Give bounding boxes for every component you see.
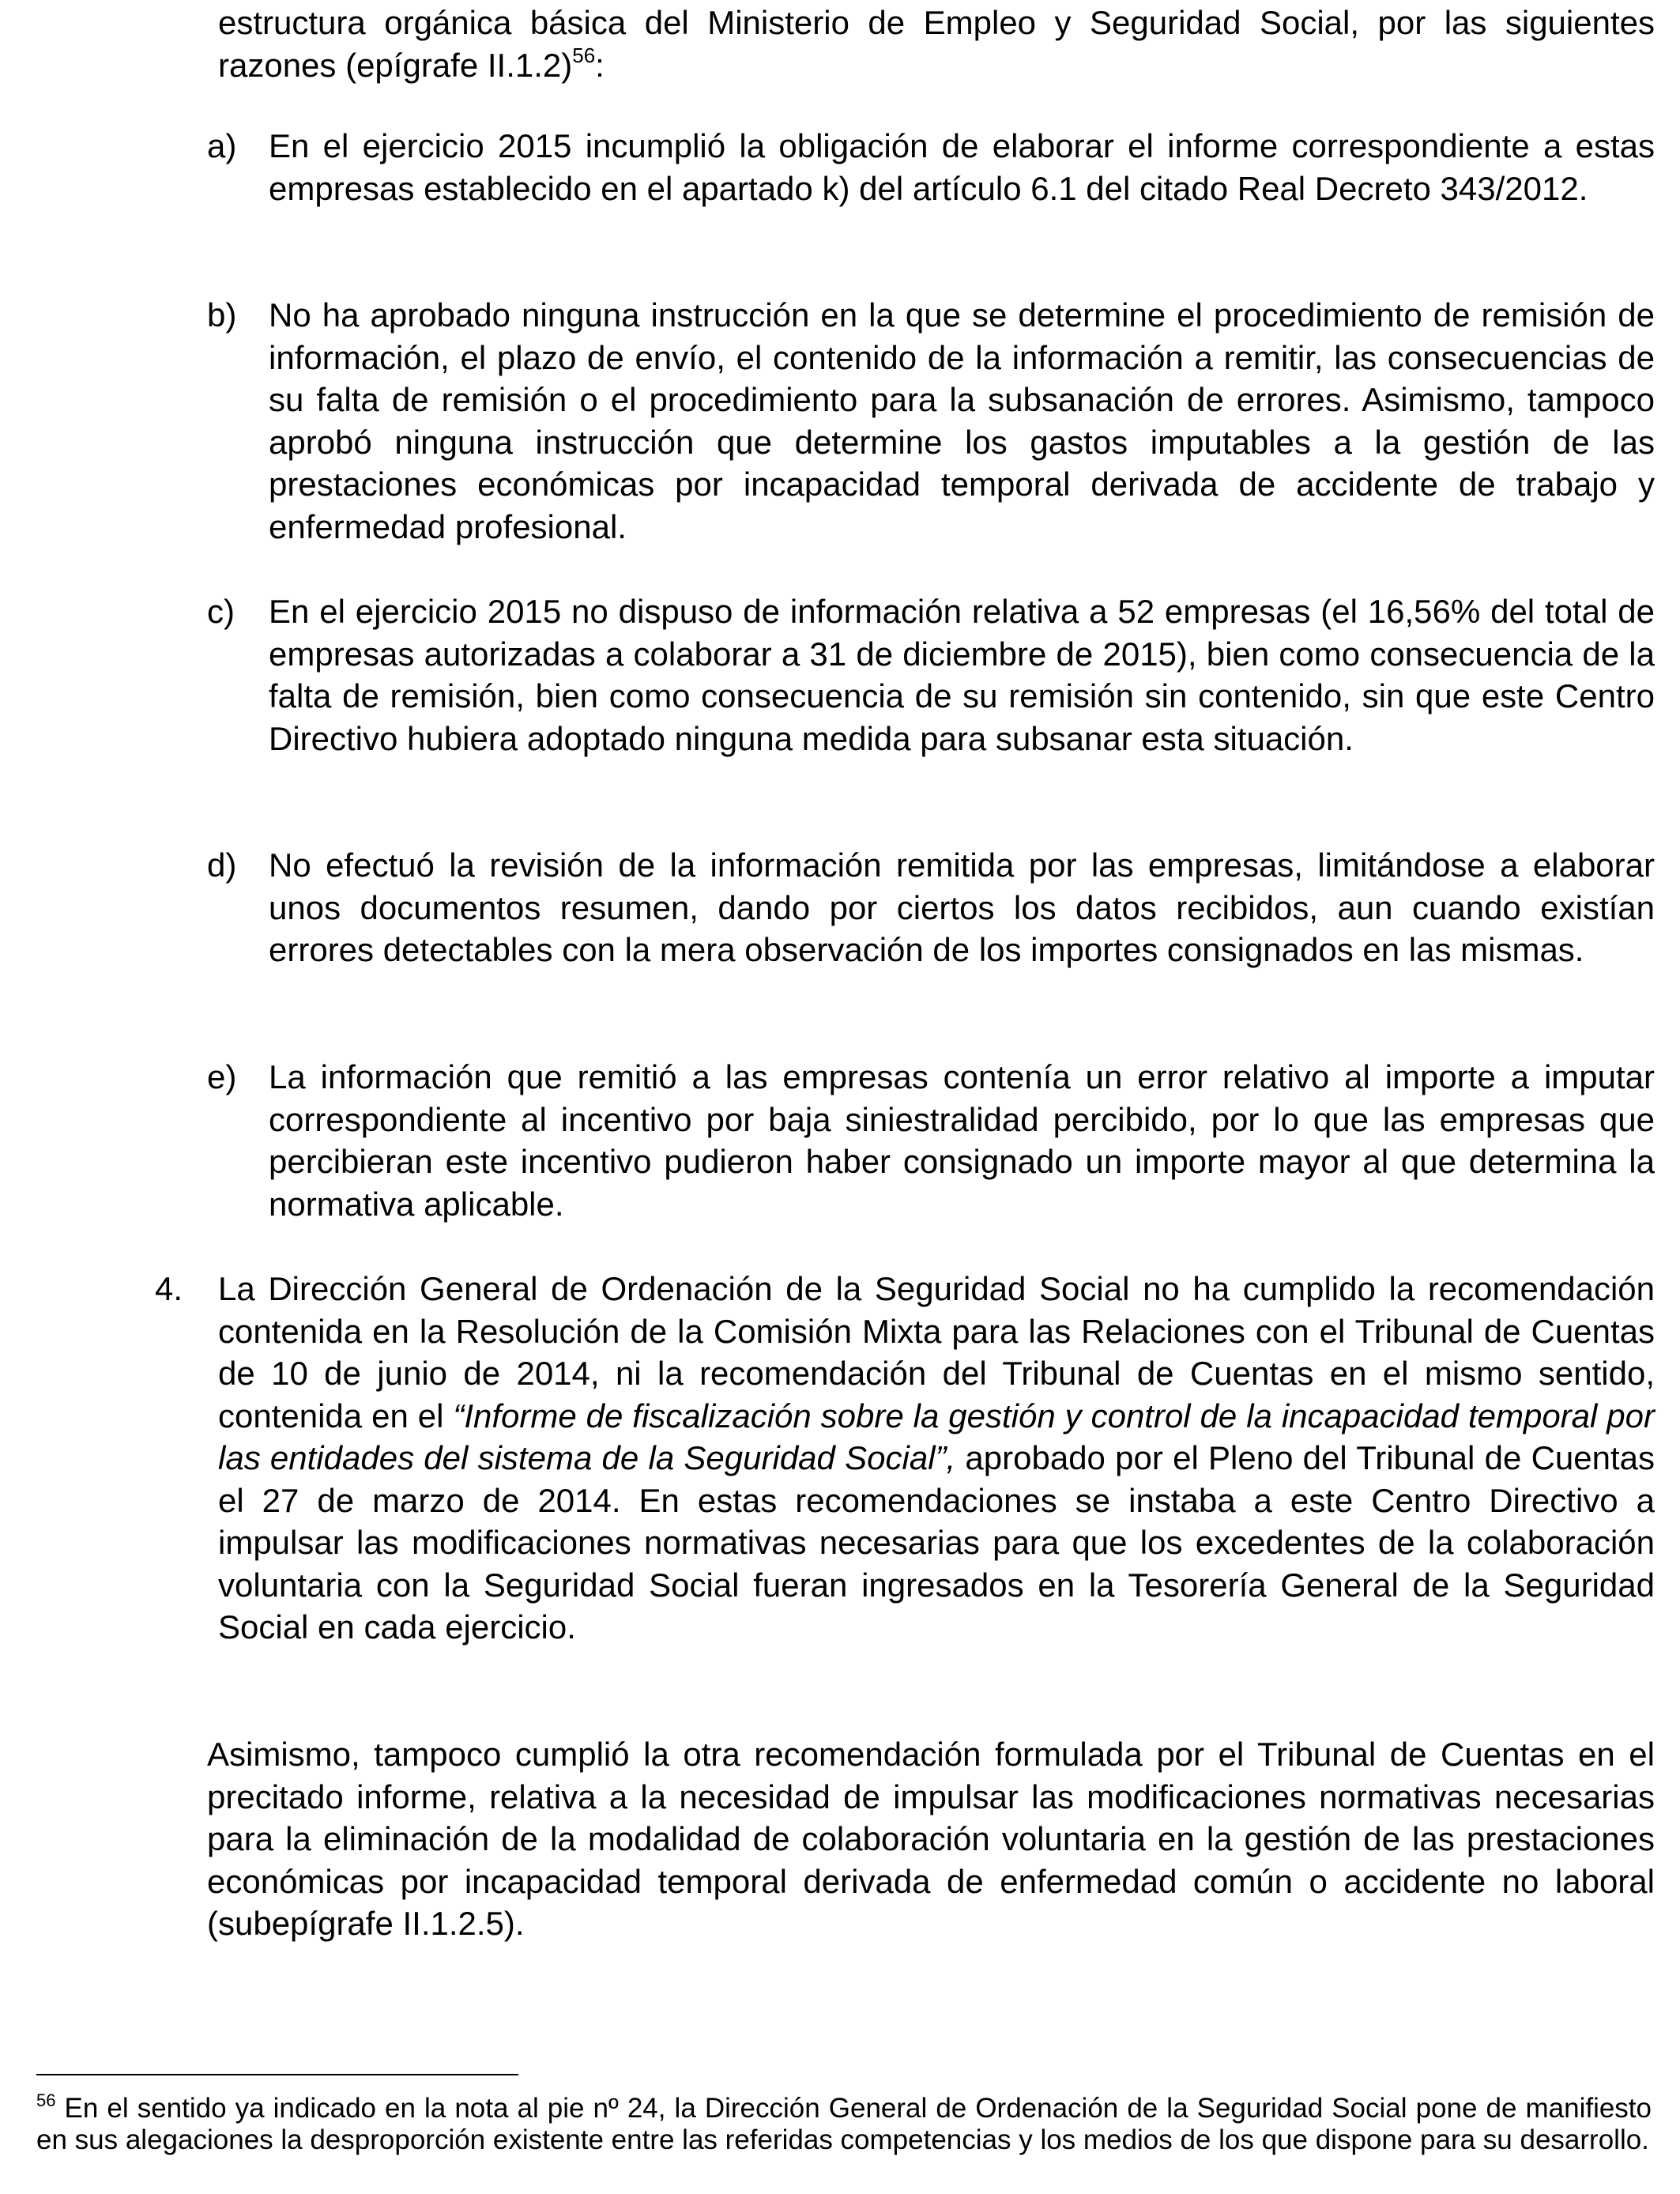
point-4-text-after: aprobado por el Pleno del Tribunal de Cuentas el 27 de marzo de 2014. En estas recomendaciones se instaba a este Centro Directivo a impulsar las modificaciones normativas necesarias para que los excedentes de la colaboración voluntaria con la Seguridad Social fueran ingresados en la Tesorería General de la Seguridad Social en cada ejercicio.	[218, 1439, 1655, 1646]
point-4-text-before: La Dirección General de Ordenación de la Seguridad Social no ha cumplido la recomendación contenida en la Resolución de la Comisión Mixta para las Relaciones con el Tribunal de Cuentas de 10 de junio de 2014, ni la recomendación del Tribunal de Cuentas en el mismo sentido, contenida en el	[218, 1270, 1655, 1434]
list-marker: c)	[207, 593, 235, 630]
list-item-text: En el ejercicio 2015 no dispuso de información relativa a 52 empresas (el 16,56% del total de empresas autorizadas a colaborar a 31 de diciembre de 2015), bien como consecuencia de la falta de remisión, bien como consecuencia de su remisión sin contenido, sin que este Centro Directivo hubiera adoptado ninguna medida para subsanar esta situación.	[269, 593, 1655, 757]
intro-text: estructura orgánica básica del Ministerio de Empleo y Seguridad Social, por las siguientes razones (epígrafe II.1.2)	[218, 4, 1655, 84]
point-4-text	[218, 1268, 1655, 1649]
list-item-text: La información que remitió a las empresas contenía un error relativo al importe a imputar correspondiente al incentivo por baja siniestralidad percibido, por lo que las empresas que percibieran este incentivo pudieron haber consignado un importe mayor al que determina la normativa aplicable.	[269, 1058, 1655, 1223]
footnote-reference[interactable]: 56	[572, 43, 596, 67]
list-item-text: En el ejercicio 2015 incumplió la obligación de elaborar el informe correspondiente a estas empresas establecido en el apartado k) del artículo 6.1 del citado Real Decreto 343/2012.	[269, 127, 1655, 207]
list-marker: b)	[207, 296, 237, 334]
report-title: “Informe de fiscalización sobre la gestión y control de la incapacidad temporal por las entidades del sistema de la Seguridad Social”,	[218, 1397, 1655, 1476]
intro-paragraph	[218, 2, 1655, 86]
footnote-separator	[36, 2074, 518, 2075]
intro-tail: :	[595, 46, 605, 84]
list-item-text: No efectuó la revisión de la información remitida por las empresas, limitándose a elaborar unos documentos resumen, dando por ciertos los datos recibidos, aun cuando existían errores detectables con la mera observación de los importes consignados en las mismas.	[269, 846, 1655, 968]
closing-paragraph: Asimismo, tampoco cumplió la otra recomendación formulada por el Tribunal de Cuentas en el precitado informe, relativa a la necesidad de impulsar las modificaciones normativas necesarias para la eliminación de la modalidad de colaboración voluntaria en la gestión de las prestaciones económicas por incapacidad temporal derivada de enfermedad común o accidente no laboral (subepígrafe II.1.2.5).	[207, 1736, 1655, 1942]
footnote-56	[36, 2090, 1652, 2156]
list-marker: a)	[207, 127, 237, 164]
footnote-number: 56	[36, 2090, 56, 2110]
footnote-text: En el sentido ya indicado en la nota al pie nº 24, la Dirección General de Ordenación de la Seguridad Social pone de manifiesto en sus alegaciones la desproporción existente entre las referidas competencias y los medios de los que dispone para su desarrollo.	[36, 2093, 1652, 2155]
list-item-text: No ha aprobado ninguna instrucción en la que se determine el procedimiento de remisión de información, el plazo de envío, el contenido de la información a remitir, las consecuencias de su falta de remisión o el procedimiento para la subsanación de errores. Asimismo, tampoco aprobó ninguna instrucción que determine los gastos imputables a la gestión de las prestaciones económicas por incapacidad temporal derivada de accidente de trabajo y enfermedad profesional.	[269, 296, 1655, 545]
point-number: 4.	[155, 1270, 183, 1307]
list-marker: d)	[207, 846, 237, 884]
list-marker: e)	[207, 1058, 237, 1095]
